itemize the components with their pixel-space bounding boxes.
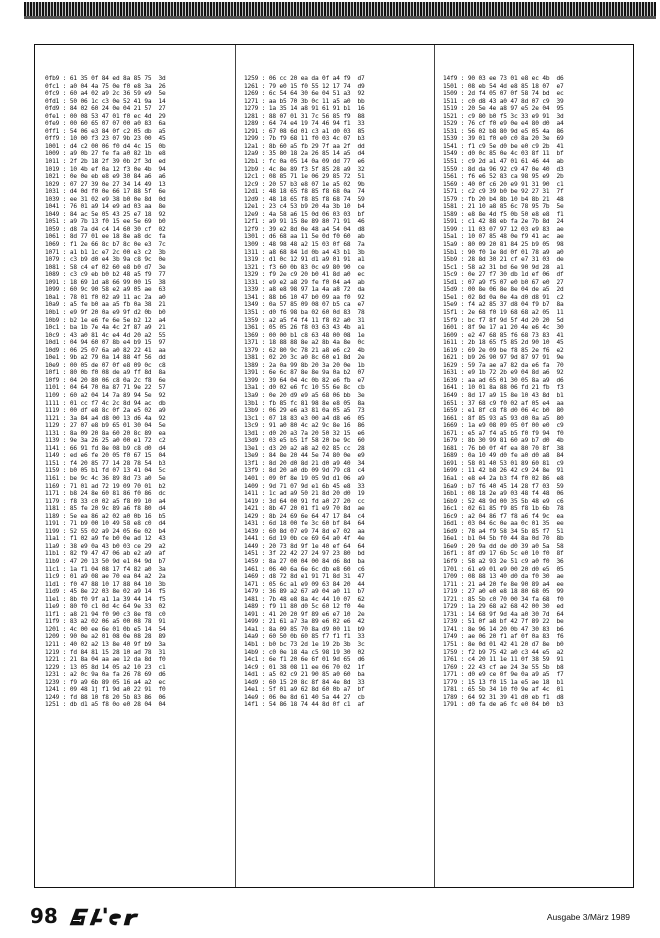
listing-line: 1749 : ae 06 20 f1 af 0f 0a 83 f6	[443, 633, 564, 641]
listing-line: 16b9 : 52 48 9d 00 35 5b 48 e9 c6	[443, 497, 564, 505]
listing-line: 1099 : 60 9c 90 58 e2 a9 05 ae 63	[45, 286, 166, 294]
listing-line: 11f9 : 83 a2 02 06 a5 00 08 78 91	[45, 618, 166, 626]
magazine-logo	[68, 905, 142, 927]
listing-line: 12a1 : 8b 60 a5 fb 29 7f aa 2f dd	[244, 142, 365, 150]
listing-line: 15a1 : 10 07 85 48 0e f9 41 ac ae	[443, 233, 564, 241]
listing-line: 1539 : 39 01 f0 e0 c0 8a 20 3e 69	[443, 135, 564, 143]
listing-line: 11b1 : 82 f9 47 47 06 ab e2 a9 af	[45, 550, 166, 558]
listing-line: 13b9 : 06 29 e6 a3 81 0a 05 a5 73	[244, 407, 365, 415]
listing-line: 1469 : d8 72 8d e1 91 71 8d 31 47	[244, 573, 365, 581]
listing-line: 12d1 : 48 18 65 f8 85 f8 68 0a 74	[244, 188, 365, 196]
listing-line: 10d9 : 06 25 07 6a a0 82 22 41 aa	[45, 346, 166, 354]
listing-line: 1221 : 21 8a 04 aa ae 12 da 8d f0	[45, 656, 166, 664]
listing-line: 13a9 : 0e 20 d9 e9 a5 68 06 bb 3e	[244, 391, 365, 399]
listing-line: 1729 : 1a 29 68 a2 68 42 00 30 ed	[443, 603, 564, 611]
listing-line: 1271 : aa b5 70 3b 0c 11 a5 a0 bb	[244, 97, 365, 105]
listing-line: 1231 : a2 0c 9a 0a fa 26 78 69 d6	[45, 671, 166, 679]
listing-line: 1709 : 08 88 13 40 d0 da f0 30 ae	[443, 573, 564, 581]
listing-line: 10f9 : 04 20 80 06 c8 0a 2c f8 6e	[45, 376, 166, 384]
listing-line: 1411 : 1c ad a9 50 21 8d 20 d0 19	[244, 490, 365, 498]
listing-line: 1529 : 76 cf f0 e9 0e e4 80 d0 a4	[443, 120, 564, 128]
listing-line: 1429 : 8b 24 69 6e 64 47 17 84 c4	[244, 512, 365, 520]
listing-line: 1649 : 8d 17 a9 15 8e 10 43 8d b1	[443, 391, 564, 399]
listing-line: 1211 : 40 02 a2 13 8e 40 9f b9 3a	[45, 641, 166, 649]
listing-line: 1631 : e9 1b 72 2b e9 04 8d a6 92	[443, 369, 564, 377]
listing-line: 1349 : 0a 57 85 09 08 07 b5 ca e7	[244, 301, 365, 309]
listing-line: 1541 : f1 c9 5e d0 be e0 c9 2b 41	[443, 142, 564, 150]
listing-line: 13f9 : 8d 20 a0 db 09 9d 79 c8 c4	[244, 467, 365, 475]
listing-line: 1001 : d4 c2 00 06 f0 d4 4c 15 0b	[45, 142, 166, 150]
listing-line: 1149 : ed e6 fe 20 05 f0 67 15 04	[45, 452, 166, 460]
listing-line: 1791 : d0 fa de a6 fc e0 04 b0 b3	[443, 701, 564, 709]
listing-line: 1669 : 1a e9 08 09 05 0f 00 e0 c9	[443, 422, 564, 430]
listing-line: 15b9 : 28 8d 30 21 cf e7 31 03 de	[443, 256, 564, 264]
listing-line: 1449 : 20 73 8d 9f 1e 40 ef 64 64	[244, 542, 365, 550]
listing-line: 1389 : 2a 0a 99 8b 20 3a 20 0e 1b	[244, 361, 365, 369]
listing-line: 14b1 : b0 bc 73 2d 1e 19 2b 3b 3c	[244, 641, 365, 649]
page-number: 98	[30, 904, 58, 928]
listing-line: 13d9 : 03 e5 b5 1f 58 20 be 9c 60	[244, 437, 365, 445]
listing-line: 15e9 : f4 a2 85 37 d8 04 f9 b7 8a	[443, 301, 564, 309]
listing-line: 1081 : 58 c4 ef 02 60 e8 b0 d7 3e	[45, 263, 166, 271]
listing-line: 12e1 : 23 c4 53 b9 20 4a 3b 10 b4	[244, 203, 365, 211]
listing-line: 1101 : 04 64 70 0a 87 71 9e 22 57	[45, 384, 166, 392]
listing-line: 1129 : 27 07 e8 b9 65 01 30 04 5e	[45, 422, 166, 430]
listing-line: 15b1 : 90 f0 1e 8d 0f 01 78 a9 a0	[443, 248, 564, 256]
listing-line: 0fd9 : 84 02 60 24 0e 04 21 57 27	[45, 105, 166, 113]
listing-line: 1421 : 8b 47 20 01 f1 e9 70 8d ae	[244, 505, 365, 513]
listing-line: 1159 : b0 05 b1 fd 07 13 41 04 5c	[45, 467, 166, 475]
listing-line: 12c9 : 20 57 b3 e8 07 1e a5 02 9b	[244, 180, 365, 188]
listing-line: 1299 : 7b f9 68 11 f0 03 4c 07 b3	[244, 135, 365, 143]
listing-line: 1249 : fd 88 10 f8 20 5b 83 86 06	[45, 693, 166, 701]
listing-line: 1629 : 59 7a ae a7 82 da e6 fa 70	[443, 361, 564, 369]
listing-line: 1441 : 6d 19 0b ce 69 64 a0 4f 4e	[244, 535, 365, 543]
listing-line: 1779 : 15 13 f0 15 1a e5 ae 18 b1	[443, 678, 564, 686]
listing-line: 1251 : db d1 a5 f8 0o e0 28 04 04	[45, 701, 166, 709]
listing-line: 11e1 : 8b f0 9f a1 1a 39 44 14 f5	[45, 595, 166, 603]
listing-line: 13e1 : d3 20 a2 a8 a2 02 85 cc 28	[244, 444, 365, 452]
listing-line: 1161 : be 9c 4c 36 89 8d 73 a0 5e	[45, 474, 166, 482]
listing-line: 12a9 : 35 80 18 2a 26 85 14 a5 d4	[244, 150, 365, 158]
listing-line: 1689 : 0a 10 49 d0 fe a0 d0 a8 84	[443, 452, 564, 460]
page-footer	[30, 904, 640, 934]
listing-line: 10a9 : a5 fe b0 aa a5 fb 0a 38 21	[45, 301, 166, 309]
listing-line: 1279 : 1a 35 14 a8 91 61 91 b1 16	[244, 105, 365, 113]
listing-line: 0ff1 : 54 06 e3 84 0f c2 05 db a5	[45, 127, 166, 135]
listing-line: 1009 : a9 0b 27 fe fa a0 82 1b e8	[45, 150, 166, 158]
listing-column-2	[244, 75, 430, 709]
listing-line: 1609 : e2 47 68 85 f6 68 73 83 41	[443, 331, 564, 339]
listing-line: 1121 : 3a 84 a4 d8 00 13 d6 4a 92	[45, 414, 166, 422]
listing-line: 12f1 : a9 91 15 8e 89 80 71 91 46	[244, 218, 365, 226]
listing-line: 10f1 : 80 0b f0 08 de a9 ff 8d 8a	[45, 369, 166, 377]
listing-line: 1259 : 06 cc 20 ea da 0f a4 f9 d7	[244, 75, 365, 82]
listing-line: 1111 : 01 cc f7 4c 2c 8d 94 ac db	[45, 399, 166, 407]
column-divider	[434, 45, 435, 887]
listing-line: 1361 : 05 05 26 f8 03 63 43 4b a1	[244, 324, 365, 332]
listing-line: 10c9 : 43 a0 81 4c e4 4d 20 a2 55	[45, 331, 166, 339]
listing-line: 1209 : 90 0e a2 01 08 0e 08 28 89	[45, 633, 166, 641]
listing-line: 13f1 : 8d 20 d0 8d 21 d0 a9 40 34	[244, 459, 365, 467]
listing-line: 11a1 : f1 02 a9 fe b0 0e ad 12 43	[45, 535, 166, 543]
listing-line: 16f1 : 8f d9 17 6b 5c e0 10 f0 8f	[443, 550, 564, 558]
listing-line: 1671 : e5 a7 f4 a5 b5 f0 f9 94 f0	[443, 429, 564, 437]
top-decorative-strip	[24, 2, 656, 16]
listing-line: 14e9 : 06 0e 8d 61 40 5a 44 27 cb	[244, 693, 365, 701]
listing-line: 1599 : 11 03 07 97 12 03 e9 83 ae	[443, 225, 564, 233]
listing-line: 10e1 : 9b a2 79 0a 14 88 4f 56 dd	[45, 354, 166, 362]
listing-line: 1509 : 2d f4 05 07 0f 58 74 bd ec	[443, 90, 564, 98]
listing-line: 1351 : d0 f6 98 ba 02 60 0d 83 78	[244, 308, 365, 316]
listing-line: 1641 : 10 01 8a 88 06 fd 21 fb f3	[443, 384, 564, 392]
listing-line: 0fc1 : a0 04 4a 75 0e f0 e8 3a 26	[45, 82, 166, 90]
listing-line: 13a1 : d0 02 e6 fc 10 55 6e 8c cb	[244, 384, 365, 392]
listing-line: 1189 : 5e ea 86 a2 02 a0 0b 16 b5	[45, 512, 166, 520]
listing-line: 13c1 : 07 18 83 e3 00 a4 d8 e6 05	[244, 414, 365, 422]
listing-line: 1021 : 0e 0e eb e8 e9 30 84 a6 a6	[45, 173, 166, 181]
listing-line: 1071 : a1 b1 1c e7 2c 00 e3 c2 3b	[45, 248, 166, 256]
listing-line: 15f1 : 2e 68 f0 19 68 68 a2 05 11	[443, 308, 564, 316]
listing-line: 1691 : 58 01 40 53 01 89 60 81 c9	[443, 459, 564, 467]
listing-line: 1551 : c9 2d a1 47 01 61 46 44 ab	[443, 158, 564, 166]
listing-line: 1309 : 48 98 48 a2 15 03 0f 68 7a	[244, 241, 365, 249]
listing-line: 16d9 : 78 a4 f9 58 34 5b 85 f7 51	[443, 527, 564, 535]
listing-line: 1419 : 3d 64 00 91 fd a0 27 20 cc	[244, 497, 365, 505]
listing-line: 11c1 : 1a f1 04 08 17 f4 82 a0 3a	[45, 565, 166, 573]
listing-line: 1401 : 09 0f 8e 19 05 9d d1 06 a9	[244, 474, 365, 482]
listing-line: 13b1 : fb 85 fc 81 98 8e e8 05 8a	[244, 399, 365, 407]
listing-line: 14a9 : 60 50 0b 60 85 f7 f1 f1 33	[244, 633, 365, 641]
listing-line: 1781 : 65 5b 34 10 f0 9e af 4c 01	[443, 686, 564, 694]
listing-line: 12c1 : 08 85 71 1e 06 29 85 72 51	[244, 173, 365, 181]
listing-line: 10b1 : e9 9f 20 0a e9 9f d2 0b b0	[45, 308, 166, 316]
listing-line: 15d1 : 07 a9 f5 07 e0 b0 67 e0 27	[443, 278, 564, 286]
listing-line: 10d1 : 04 94 60 07 8b e4 b9 15 97	[45, 339, 166, 347]
listing-line: 1511 : c0 d8 43 a0 47 8d 07 c9 39	[443, 97, 564, 105]
listing-line: 1191 : 71 b9 00 10 49 58 e8 c0 d4	[45, 520, 166, 528]
listing-line: 1499 : 21 61 a7 3a 89 e6 02 e6 42	[244, 618, 365, 626]
listing-line: 1651 : 37 68 c9 f0 02 af 05 e4 aa	[443, 399, 564, 407]
listing-line: 14e1 : 5f 01 a9 62 8d 60 0b a7 bf	[244, 686, 365, 694]
listing-line: 1301 : d6 68 aa 11 5e 0d f0 60 ab	[244, 233, 365, 241]
listing-line: 1049 : 84 ac 5e 05 43 25 e7 18 92	[45, 210, 166, 218]
listing-line: 0fe1 : 00 08 53 47 01 f0 ec 4d 29	[45, 112, 166, 120]
listing-line: 11b9 : 47 20 13 50 9d e1 04 9d b7	[45, 558, 166, 565]
listing-line: 1589 : e8 8e 4d f5 0b 50 e8 e8 f1	[443, 210, 564, 218]
listing-line: 1019 : 10 4b ef 0a 12 f3 0e 4b 94	[45, 165, 166, 173]
listing-line: 1339 : a8 e8 98 97 1a 4a a8 72 da	[244, 286, 365, 294]
listing-line: 1431 : 6d 18 00 fe 3c 60 bf 84 64	[244, 520, 365, 528]
listing-line: 1341 : 88 b6 10 47 b0 09 aa f0 92	[244, 293, 365, 301]
listing-line: 1471 : 05 6c a1 e9 09 63 84 20 44	[244, 580, 365, 588]
listing-line: 1611 : 2b 18 65 f5 85 2d 90 10 45	[443, 339, 564, 347]
listing-line: 1701 : 61 e9 01 e9 00 20 d0 e5 05	[443, 565, 564, 573]
listing-line: 15a9 : 80 09 20 81 84 25 b9 05 98	[443, 241, 564, 249]
listing-line: 1059 : d8 7a d4 c4 14 60 30 cf 02	[45, 225, 166, 233]
listing-line: 1039 : ee 31 02 e9 38 b0 0e 8d 0d	[45, 195, 166, 203]
listing-line: 1241 : 09 48 1j f1 9d a0 22 91 f0	[45, 686, 166, 694]
listing-line: 1661 : 8f 85 93 a5 93 d0 0a a5 80	[443, 414, 564, 422]
listing-line: 1619 : 69 2e 09 be f8 85 2e f6 e2	[443, 346, 564, 354]
listing-line: 16a1 : e8 e4 2a b3 f4 f0 02 86 e8	[443, 474, 564, 482]
listing-line: 11a9 : 38 e9 0a 43 b0 03 ce 29 a2	[45, 542, 166, 550]
listing-line: 1109 : 60 a2 04 14 7a 89 94 5e 92	[45, 391, 166, 399]
listing-line: 1379 : 62 80 9c 78 21 a8 e6 c2 4b	[244, 346, 365, 354]
listing-line: 14f9 : 90 03 ee 73 01 e8 ec 4b d6	[443, 75, 564, 82]
listing-line: 1639 : aa ad 65 01 30 05 8a a9 d6	[443, 376, 564, 384]
listing-line: 16c9 : a2 04 86 f7 f8 a6 f4 9c ea	[443, 512, 564, 520]
listing-line: 1011 : 2f 2b 18 2f 39 0b 2f 3d ed	[45, 158, 166, 166]
listing-line: 1151 : f4 20 85 77 14 28 78 54 b3	[45, 459, 166, 467]
listing-line: 1381 : 02 20 3c a0 8c 60 e1 8d 2e	[244, 354, 365, 362]
listing-line: 1789 : 64 92 31 39 41 d0 eb f1 d8	[443, 693, 564, 701]
listing-line: 12b1 : fc 0a 05 14 0a 09 dd 77 e6	[244, 158, 365, 166]
listing-line: 1229 : 13 05 8d 14 05 a2 10 23 c1	[45, 663, 166, 671]
listing-line: 14c9 : 01 38 08 11 ee 06 70 02 1f	[244, 663, 365, 671]
listing-line: 10b9 : b2 1e e6 fe 6e 5e b2 12 a4	[45, 316, 166, 324]
listing-line: 1571 : c2 c9 39 b0 be 92 27 31 7f	[443, 188, 564, 196]
listing-line: 1331 : e9 e2 a8 29 fe f0 04 a4 ab	[244, 278, 365, 286]
listing-line: 1261 : 79 e0 15 f0 55 12 17 74 d9	[244, 82, 365, 90]
listing-line: 11c9 : 01 a9 08 ae 70 ea 04 a2 2a	[45, 573, 166, 581]
listing-line: 1751 : 8e 0d 01 42 41 20 d7 8e b0	[443, 641, 564, 649]
listing-line: 1169 : 71 01 ad 72 19 09 70 01 b2	[45, 482, 166, 490]
listing-line: 0ff9 : 10 00 f3 23 07 9b 23 00 45	[45, 135, 166, 143]
listing-line: 1489 : f9 11 80 d0 5c 60 12 f0 4e	[244, 603, 365, 611]
listing-line: 1321 : f3 60 0b 83 0c e9 80 90 ce	[244, 263, 365, 271]
listing-line: 11e9 : 80 f0 c1 0d 4c 64 9e 33 02	[45, 603, 166, 611]
listing-line: 11d9 : 45 8e 22 03 8e 02 a9 14 f5	[45, 588, 166, 596]
listing-line: 13c9 : 91 a0 80 4c a2 9c 8e 16 86	[244, 422, 365, 430]
listing-line: 1409 : 9d 71 07 9d e1 6b 45 e8 33	[244, 482, 365, 490]
listing-line: 10e9 : 00 05 de 07 0f e8 09 0c c8	[45, 361, 166, 369]
listing-line: 1561 : f6 e6 52 83 ca 98 95 e9 2b	[443, 173, 564, 181]
listing-line: 1569 : 40 0f c6 20 e9 91 31 90 c1	[443, 180, 564, 188]
listing-line: 1451 : 3f 22 42 27 24 97 23 80 bd	[244, 550, 365, 558]
listing-line: 11f1 : a8 21 94 f0 90 c3 8e f8 c0	[45, 610, 166, 618]
listing-line: 1759 : f2 b9 75 42 a0 c3 44 e5 a2	[443, 648, 564, 656]
listing-line: 1549 : d0 0c 85 0e 4c 03 8f 11 bf	[443, 150, 564, 158]
listing-line: 1559 : 8d da 96 92 c9 47 0e 40 d3	[443, 165, 564, 173]
listing-line: 1091 : 18 69 1d a8 66 99 00 15 38	[45, 278, 166, 286]
listing-line: 14a1 : 8a 09 85 70 8a d9 00 11 b9	[244, 625, 365, 633]
listing-line: 1479 : 36 89 a2 67 a9 04 a0 11 b7	[244, 588, 365, 596]
listing-line: 1659 : e1 8f c8 f8 d0 06 4c b0 80	[443, 407, 564, 415]
listing-line: 1681 : 76 b0 0f 4f ea 80 70 8f 38	[443, 444, 564, 452]
listing-line: 1171 : b8 24 8e 60 81 86 f0 86 dc	[45, 490, 166, 498]
listing-line: 1531 : 56 02 b8 80 9d e5 05 4a 86	[443, 127, 564, 135]
listing-line: 1461 : 06 40 6a 6e 6c db e8 60 c6	[244, 565, 365, 573]
listing-line: 1699 : 11 42 b8 26 42 c9 24 8e 91	[443, 467, 564, 475]
listing-column-1	[45, 75, 231, 709]
listing-line: 1679 : 8b 30 99 81 60 a9 b7 d0 4b	[443, 437, 564, 445]
listing-line: 1139 : 9e 3a 26 25 a0 00 e1 72 c2	[45, 437, 166, 445]
listing-line: 10a1 : 78 01 f0 02 a9 11 ac 2a a0	[45, 293, 166, 301]
listing-line: 1199 : 52 55 02 a9 24 05 6e 02 b4	[45, 527, 166, 535]
listing-line: 13e9 : 84 8e 20 44 5e 74 80 0e e9	[244, 452, 365, 460]
listing-line: 1319 : d1 0c 12 91 d1 a9 01 91 a1	[244, 256, 365, 264]
listing-line: 1041 : 76 01 a9 14 e9 ad 03 aa 8e	[45, 203, 166, 211]
listing-line: 15e1 : 02 8d 0a 0e 4a d0 d8 91 c2	[443, 293, 564, 301]
listing-line: 12e9 : 4a 58 a6 15 0d 06 03 03 bf	[244, 210, 365, 218]
listing-line: 1601 : 8f 9e 17 a1 20 4e e6 4c 30	[443, 324, 564, 332]
listing-line: 12f9 : 39 e2 8d 0e 48 a4 54 04 d8	[244, 225, 365, 233]
listing-line: 1741 : 8e 96 14 20 0b 47 30 83 b6	[443, 625, 564, 633]
listing-line: 1069 : f1 2e 66 8c b7 8c 0e e3 7c	[45, 241, 166, 249]
listing-frame	[34, 44, 634, 888]
listing-line: 14c1 : 6e f1 20 6e 6f 01 9d 65 d6	[244, 656, 365, 664]
listing-line: 1481 : 7b 48 e8 8a 4c 44 10 07 62	[244, 595, 365, 603]
listing-line: 1369 : 00 00 b1 c8 63 48 00 08 1e	[244, 331, 365, 339]
listing-line: 1391 : 6e 6c 87 8e 8e 9a 0a b2 07	[244, 369, 365, 377]
listing-line: 1291 : 67 08 6d 01 c3 a1 d0 03 85	[244, 127, 365, 135]
listing-line: 1051 : a9 7b 13 f0 15 ee 5e 69 b0	[45, 218, 166, 226]
listing-line: 14d9 : 60 15 20 8c 8f 84 4e 8d 33	[244, 678, 365, 686]
listing-line: 15c9 : 0e 27 f7 30 db 1d ef 06 df	[443, 271, 564, 279]
listing-line: 12d9 : 48 18 65 f8 85 f8 68 74 59	[244, 195, 365, 203]
listing-line: 1201 : 4c 00 ee 6e 01 0b e5 14 54	[45, 625, 166, 633]
listing-line: 12b9 : 4c 8e 89 f3 5f 85 28 a9 32	[244, 165, 365, 173]
listing-column-3	[443, 75, 629, 709]
listing-line: 1711 : 21 a4 20 fe 8e 90 89 a4 ee	[443, 580, 564, 588]
listing-line: 1359 : a2 a5 f4 f4 11 f8 02 a0 31	[244, 316, 365, 324]
listing-line: 1591 : c1 42 88 eb fa 2e 7b 8d 24	[443, 218, 564, 226]
listing-line: 1311 : a8 68 84 1d 0b a4 43 b1 3b	[244, 248, 365, 256]
listing-line: 1219 : fd 84 81 15 28 10 ad 78 31	[45, 648, 166, 656]
listing-line: 1581 : 21 10 a8 85 6c 78 95 7b 5e	[443, 203, 564, 211]
listing-line: 16d1 : 03 04 6c 0e aa 0c 01 35 ee	[443, 520, 564, 528]
listing-line: 1031 : d4 0d f0 0e 66 17 88 5f 6e	[45, 188, 166, 196]
listing-line: 1371 : 18 88 88 8e a2 8b 4a 8e 0c	[244, 339, 365, 347]
listing-line: 15f9 : bc f7 8f 9d 5f 4d 20 20 5d	[443, 316, 564, 324]
listing-line: 1079 : c3 b9 d0 e4 3b 9a c8 9c 0e	[45, 256, 166, 264]
listing-line: 1141 : 66 91 fd 8e 08 b9 c8 d0 d4	[45, 444, 166, 452]
listing-line: 14d1 : a5 02 c9 21 90 85 a0 60 ba	[244, 671, 365, 679]
listing-line: 16e9 : 20 9a dd de d0 39 a0 5a 58	[443, 542, 564, 550]
listing-line: 1119 : 00 df e8 8c 0f 2a e5 02 a9	[45, 407, 166, 415]
listing-line: 13d1 : d0 20 a3 7a 20 50 32 15 e6	[244, 429, 365, 437]
listing-line: 1329 : f9 2e c9 20 b0 41 8d a0 ec	[244, 271, 365, 279]
listing-line: 14b9 : c0 0e 18 4a c5 98 19 30 02	[244, 648, 365, 656]
listing-line: 1521 : c9 80 b0 f5 3c 33 e9 91 3d	[443, 112, 564, 120]
listing-line: 1399 : 39 64 04 4c 0b 82 e6 fb e7	[244, 376, 365, 384]
listing-line: 1621 : b9 26 90 97 9d 87 97 91 9e	[443, 354, 564, 362]
listing-line: 1281 : 88 07 01 31 7c 56 85 f9 88	[244, 112, 365, 120]
listing-line: 1739 : 51 0f a8 bf 42 7f 89 22 be	[443, 618, 564, 626]
listing-line: 16a9 : b7 f6 40 45 14 28 f7 03 59	[443, 482, 564, 490]
listing-line: 1501 : 08 eb 54 4d e8 85 18 07 e7	[443, 82, 564, 90]
issue-label: Ausgabe 3/März 1989	[546, 912, 630, 922]
listing-line: 1761 : c4 20 11 1e 11 0f 38 59 91	[443, 656, 564, 664]
listing-line: 15d9 : 00 8e 06 8e 8e 04 de a5 2d	[443, 286, 564, 294]
listing-line: 1519 : 20 5e 4e a8 97 e5 2e 04 95	[443, 105, 564, 113]
listing-line: 1239 : f9 a9 6b 89 05 16 a4 a2 ec	[45, 678, 166, 686]
listing-line: 1289 : 64 74 e4 19 74 46 94 f1 33	[244, 120, 365, 128]
listing-line: 0fb9 : 61 35 0f 84 ed 8a 85 75 3d	[45, 75, 166, 82]
listing-line: 1179 : f8 33 c0 02 a5 f8 09 10 a4	[45, 497, 166, 505]
listing-line: 1439 : 60 8d 07 e9 74 8d e7 02 aa	[244, 527, 365, 535]
listing-line: 10c1 : ba 1b 7e 4a 4c 2f 87 a9 21	[45, 324, 166, 332]
listing-line: 11d1 : f0 47 88 10 17 88 04 10 3b	[45, 580, 166, 588]
listing-line: 1269 : 6c 54 64 30 6e 04 51 a3 92	[244, 90, 365, 98]
listing-line: 14f1 : 54 86 18 74 44 8d 0f c1 af	[244, 701, 365, 709]
listing-line: 16c1 : 02 61 85 f9 85 f8 1b 6b 78	[443, 505, 564, 513]
listing-line: 0fd1 : 50 06 1c c3 0e 52 41 9a 14	[45, 97, 166, 105]
listing-line: 0fc9 : 60 a4 02 a9 2c 36 59 e9 5e	[45, 90, 166, 98]
listing-line: 1771 : d0 e9 ce 0f 9e 0a a9 a5 f7	[443, 671, 564, 679]
listing-line: 1089 : c3 c9 eb b0 b2 48 a5 f9 77	[45, 271, 166, 279]
listing-line: 1731 : 14 68 9f 9d 4a a0 30 7d 64	[443, 610, 564, 618]
listing-line: 1491 : 41 20 20 9f 89 e6 e7 10 2e	[244, 610, 365, 618]
column-divider	[235, 45, 236, 887]
listing-line: 1061 : 8d 77 01 ee 18 8e a8 dc fa	[45, 233, 166, 241]
listing-line: 1459 : 8a 27 00 04 00 84 d6 8d ba	[244, 558, 365, 565]
listing-line: 15c1 : 58 a2 31 bd 6e 90 9d 28 a1	[443, 263, 564, 271]
listing-line: 1769 : 22 43 cf ae 24 3e 55 5b b8	[443, 663, 564, 671]
top-rule	[24, 16, 656, 19]
listing-line: 1721 : 85 5b c0 70 00 34 fa 68 f0	[443, 595, 564, 603]
listing-line: 1131 : 8a 09 20 8a 60 20 8c 89 ea	[45, 429, 166, 437]
listing-line: 1029 : 07 27 39 0e 27 34 14 49 13	[45, 180, 166, 188]
listing-line: 1579 : fb 20 b4 8b 10 b4 8b 21 48	[443, 195, 564, 203]
listing-line: 16b1 : 08 18 2e a9 03 48 f4 48 06	[443, 490, 564, 498]
listing-line: 16e1 : b1 04 5b f0 44 8a 0d 70 8b	[443, 535, 564, 543]
listing-line: 16f9 : 58 a2 93 2e 51 c9 a0 f0 36	[443, 558, 564, 565]
listing-line: 1181 : 85 fe 20 9c 89 a6 f8 80 d4	[45, 505, 166, 513]
listing-line: 1719 : 27 a0 e0 e8 18 80 68 05 99	[443, 588, 564, 596]
listing-line: 0fe9 : 00 60 65 07 07 00 a0 83 6a	[45, 120, 166, 128]
